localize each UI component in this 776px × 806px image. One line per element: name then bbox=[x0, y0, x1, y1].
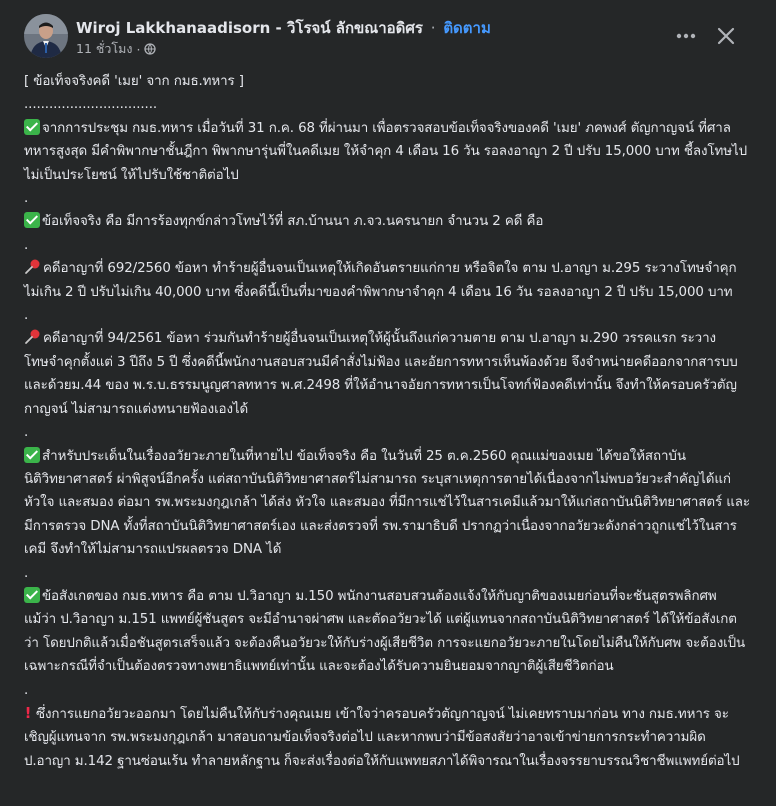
close-icon bbox=[717, 27, 735, 45]
paragraph-2-text: ข้อเท็จจริง คือ มีการร้องทุกข์กล่าวโทษไว้ที่ สภ.บ้านนา ภ.จว.นครนายก จำนวน 2 คดี คือ bbox=[42, 214, 544, 230]
post-header bbox=[24, 12, 752, 62]
paragraph-7 bbox=[24, 702, 750, 773]
check-mark-icon bbox=[24, 119, 40, 135]
follow-button[interactable]: ติดตาม bbox=[443, 19, 491, 37]
dot-line: . bbox=[24, 237, 29, 253]
paragraph-6 bbox=[24, 585, 750, 679]
author-name[interactable]: Wiroj Lakkhanaadisorn - วิโรจน์ ลักขณาอดิศร bbox=[76, 19, 423, 37]
post-body bbox=[24, 70, 750, 773]
more-options-button[interactable] bbox=[672, 22, 700, 50]
more-horizontal-icon bbox=[676, 33, 696, 39]
meta-dot: · bbox=[136, 41, 141, 57]
paragraph-1 bbox=[24, 117, 750, 187]
paragraph-4-text: คดีอาญาที่ 94/2561 ข้อหา ร่วมกันทำร้ายผู้อื่นจนเป็นเหตุให้ผู้นั้นถึงแก่ความตาย ตาม ป.อาญา ม.290 วรรคแรก ระวางโทษจำคุกตั้งแต่ 3 ปีถึง 5 ปี ซึ่งคดีนี้พนักงานสอบสวนมีคำสั่งไม่ฟ้อง และอัยการทหารเห็นพ้องด้วย จึงจำหน่ายคดีออกจากสารบบ และด้วยม.44 ของ พ.ร.บ.ธรรมนูญศาลทหาร พ.ศ.2498 ที่ให้อำนาจอัยการทหารเป็นโจทก์ฟ้องคดีเท่านั้น จึงทำให้ครอบครัวตัญกาญจน์ ไม่สามารถแต่งทนายฟ้องเองได้ bbox=[24, 331, 738, 417]
post-meta bbox=[76, 39, 156, 59]
paragraph-4 bbox=[24, 327, 750, 421]
paragraph-5-text: สำหรับประเด็นในเรื่องอวัยวะภายในที่หายไป ข้อเท็จจริง คือ ในวันที่ 25 ต.ค.2560 คุณแม่ของเมย ได้ขอให้สถาบันนิติวิทยาศาสตร์ ผ่าพิสูจน์อีกครั้ง แต่สถาบันนิติวิทยาศาสตร์ไม่สามารถ ระบุสาเหตุการตายได้เนื่องจากไม่พบอวัยวะสำคัญได้แก่ หัวใจ และสมอง ต่อมา รพ.พระมงกุฎเกล้า ได้ส่ง หัวใจ และสมอง ที่มีการแช่ไว้ในสารเคมีแล้วมาให้แก่สถาบันนิติวิทยาศาสตร์ และมีการตรวจ DNA ทั้งที่สถาบันนิติวิทยาศาสตร์เอง และส่งตรวจที่ รพ.รามาธิบดี ปรากฏว่าเนื่องจากอวัยวะดังกล่าวถูกแช่ไว้ในสารเคมี จึงทำให้ไม่สามารถแปรผลตรวจ DNA ได้ bbox=[24, 448, 750, 558]
close-button[interactable] bbox=[712, 22, 740, 50]
exclamation-icon: ! bbox=[24, 703, 32, 722]
separator: · bbox=[430, 19, 436, 37]
paragraph-5 bbox=[24, 445, 750, 562]
post-time[interactable]: 11 ชั่วโมง bbox=[76, 41, 133, 56]
paragraph-2 bbox=[24, 210, 750, 233]
avatar-image bbox=[24, 14, 68, 58]
paragraph-3 bbox=[24, 257, 750, 304]
check-mark-icon bbox=[24, 587, 40, 603]
post-title: [ ข้อเท็จจริงคดี 'เมย' จาก กมธ.ทหาร ] bbox=[24, 74, 244, 89]
pushpin-icon bbox=[24, 329, 41, 345]
check-mark-icon bbox=[24, 447, 40, 463]
globe-icon[interactable] bbox=[144, 43, 156, 55]
dot-line: . bbox=[24, 565, 29, 581]
dot-line: . bbox=[24, 682, 29, 698]
dot-line: . bbox=[24, 425, 29, 441]
author-line bbox=[76, 16, 491, 40]
check-mark-icon bbox=[24, 212, 40, 228]
dot-line: . bbox=[24, 191, 29, 207]
paragraph-6-text: ข้อสังเกตของ กมธ.ทหาร คือ ตาม ป.วิอาญา ม.150 พนักงานสอบสวนต้องแจ้งให้กับญาติของเมยก่อนที่จะชันสูตรพลิกศพ แม้ว่า ป.วิอาญา ม.151 แพทย์ผู้ชันสูตร จะมีอำนาจผ่าศพ และตัดอวัยวะได้ แต่ผู้แทนจากสถาบันนิติวิทยาศาสตร์ ได้ให้ข้อสังเกตว่า โดยปกติแล้วเมื่อชันสูตรเสร็จแล้ว จะต้องคืนอวัยวะให้กับร่างผู้เสียชีวิต การจะแยกอวัยวะภายในโดยไม่คืนให้กับศพ จะต้องเป็นเฉพาะกรณีที่จำเป็นต้องตรวจทางพยาธิแพทย์เท่านั้น และจะต้องได้รับความยินยอมจากญาติผู้เสียชีวิตก่อน bbox=[24, 588, 746, 675]
dot-line: . bbox=[24, 308, 29, 324]
divider-line: ................................ bbox=[24, 97, 158, 113]
paragraph-1-text: จากการประชุม กมธ.ทหาร เมื่อวันที่ 31 ก.ค. 68 ที่ผ่านมา เพื่อตรวจสอบข้อเท็จจริงของคดี 'เมย' ภคพงศ์ ตัญกาญจน์ ที่ศาลทหารสูงสุด มีคำพิพากษาชั้นฎีกา พิพากษารุ่นพี่ในคดีเมย ให้จำคุก 4 เดือน 16 วัน รอลงอาญา 2 ปี ปรับ 15,000 บาท ชี้ลงโทษไปไม่เป็นประโยชน์ ให้ไปรับใช้ชาติต่อไป bbox=[24, 120, 748, 183]
avatar[interactable] bbox=[24, 14, 68, 58]
paragraph-7-text: ซึ่งการแยกอวัยวะออกมา โดยไม่คืนให้กับร่างคุณเมย เข้าใจว่าครอบครัวตัญกาญจน์ ไม่เคยทราบมาก่อน ทาง กมธ.ทหาร จะเชิญผู้แทนจาก รพ.พระมงกุฎเกล้า มาสอบถามข้อเท็จจริงต่อไป และหากพบว่ามีข้อสงสัยว่าอาจเข้าข่ายการกระทำความผิด ป.อาญา ม.142 ฐานซ่อนเร้น ทำลายหลักฐาน ก็จะส่งเรื่องต่อให้กับแพทยสภาได้พิจารณาในเรื่องจรรยาบรรณวิชาชีพแพทย์ต่อไป bbox=[24, 706, 740, 769]
pushpin-icon bbox=[24, 259, 41, 275]
paragraph-3-text: คดีอาญาที่ 692/2560 ข้อหา ทำร้ายผู้อื่นจนเป็นเหตุให้เกิดอันตรายแก่กาย หรือจิตใจ ตาม ป.อาญา ม.295 ระวางโทษจำคุกไม่เกิน 2 ปี ปรับไม่เกิน 40,000 บาท ซึ่งคดีนี้เป็นที่มาของคำพิพากษาจำคุก 4 เดือน 16 วัน รอลงอาญา 2 ปี ปรับ 15,000 บาท bbox=[24, 261, 737, 300]
